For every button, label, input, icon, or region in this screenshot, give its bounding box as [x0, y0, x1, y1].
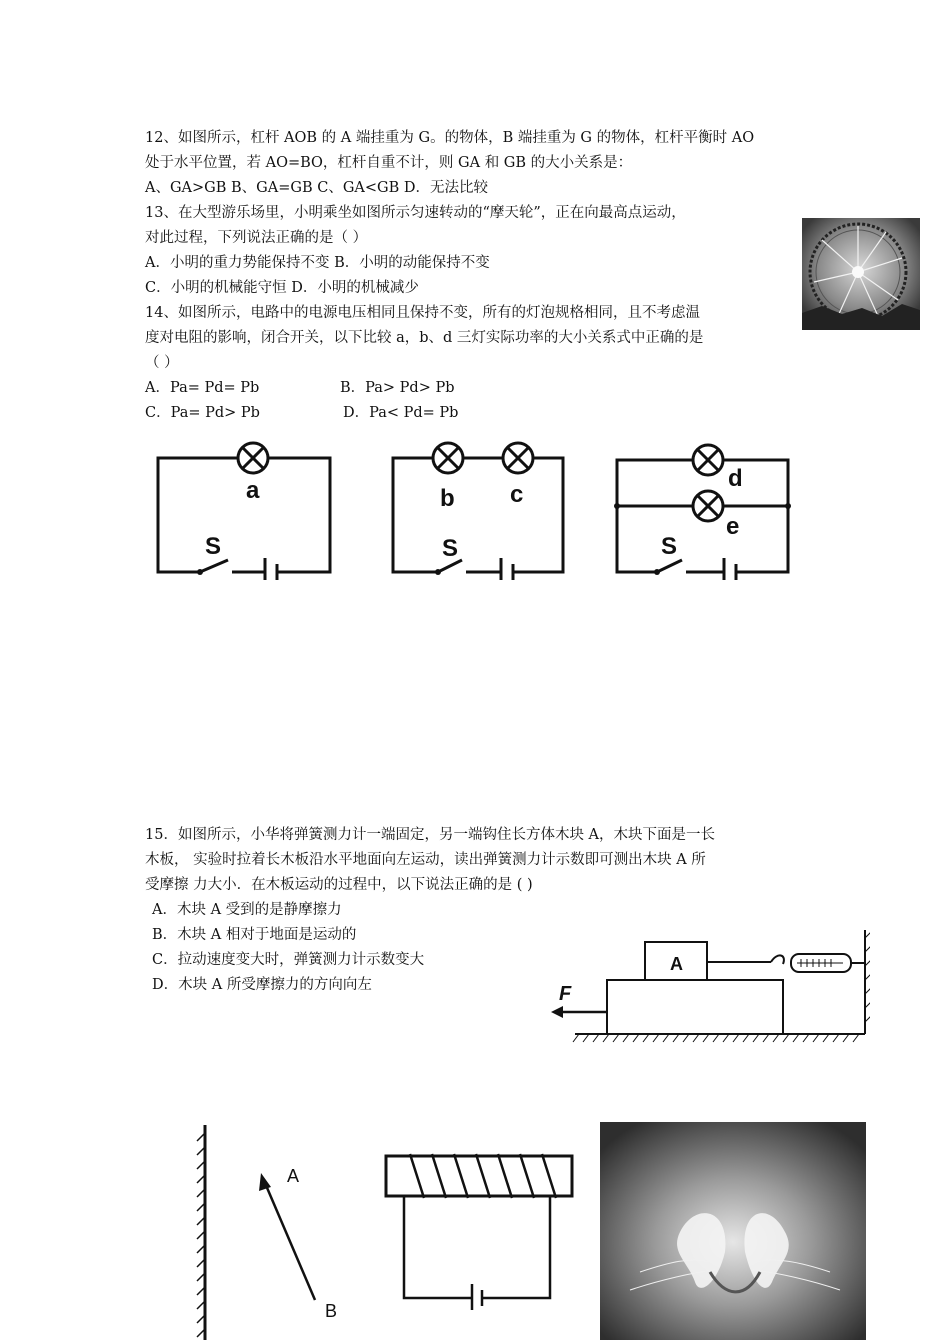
q13-options-ab: A．小明的重力势能保持不变 B．小明的动能保持不变	[145, 255, 490, 271]
q12-line-1: 12、如图所示，杠杆 AOB 的 A 端挂重为 G。的物体，B 端挂重为 G 的物体，杠杆平衡时 AO	[145, 130, 755, 146]
friction-experiment-figure	[545, 930, 870, 1050]
q12-options: A、GA>GB B、GA=GB C、GA<GB D．无法比较	[145, 180, 489, 196]
lamp-b-icon	[433, 443, 463, 473]
q15-line-1: 15．如图所示，小华将弹簧测力计一端固定，另一端钩住长方体木块 A，木块下面是一长	[145, 827, 716, 843]
q15-option-a: A．木块 A 受到的是静摩擦力	[152, 902, 342, 918]
force-arrow-icon	[551, 1006, 563, 1018]
q13-options-cd: C．小明的机械能守恒 D．小明的机械减少	[145, 280, 419, 296]
ray-arrow-icon	[259, 1173, 271, 1191]
label-a: a	[246, 477, 260, 504]
q14-option-a: A．Pa= Pd= Pb	[145, 380, 260, 396]
block-label: A	[670, 954, 683, 974]
label-c: c	[510, 481, 524, 508]
long-board	[607, 980, 783, 1034]
q13-line-1: 13、在大型游乐场里，小明乘坐如图所示匀速转动的“摩天轮”，正在向最高点运动，	[145, 205, 686, 221]
q14-option-d: D．Pa< Pd= Pb	[343, 405, 459, 421]
q12-line-2: 处于水平位置，若 AO=BO，杠杆自重不计，则 GA 和 GB 的大小关系是：	[145, 155, 633, 171]
q15-option-c: C．拉动速度变大时，弹簧测力计示数变大	[152, 952, 425, 968]
label-d: d	[728, 465, 743, 492]
lamp-c-icon	[503, 443, 533, 473]
switch-label-1: S	[205, 533, 222, 560]
point-a-label: A	[287, 1166, 300, 1186]
lamp-e-icon	[693, 491, 723, 521]
circuit-1	[158, 443, 330, 580]
hands-photo	[600, 1122, 866, 1340]
q14-option-b: B．Pa> Pd> Pb	[340, 380, 455, 396]
q15-line-2: 木板， 实验时拉着长木板沿水平地面向左运动，读出弹簧测力计示数即可测出木块 A 所	[145, 852, 706, 868]
switch-label-3: S	[661, 533, 678, 560]
q14-line-1: 14、如图所示，电路中的电源电压相同且保持不变，所有的灯泡规格相同，且不考虑温	[145, 305, 700, 321]
label-b: b	[440, 485, 455, 512]
circuit-2	[393, 443, 563, 580]
lamp-a-icon	[238, 443, 268, 473]
q15-option-b: B．木块 A 相对于地面是运动的	[152, 927, 357, 943]
point-b-label: B	[325, 1301, 338, 1321]
circuit-diagrams	[150, 430, 800, 580]
q14-line-2: 度对电阻的影响，闭合开关，以下比较 a，b、d 三灯实际功率的大小关系式中正确的是	[145, 330, 704, 346]
force-label: F	[559, 983, 572, 1005]
q14-line-3: （ ）	[145, 355, 179, 371]
ferris-wheel-photo	[802, 218, 920, 330]
switch-label-2: S	[442, 535, 459, 562]
q15-option-d: D．木块 A 所受摩擦力的方向向左	[152, 977, 372, 993]
label-e: e	[726, 513, 740, 540]
q13-line-2: 对此过程，下列说法正确的是（ ）	[145, 230, 368, 246]
circuit-3	[617, 445, 788, 580]
lamp-d-icon	[693, 445, 723, 475]
mirror-ray-figure	[175, 1125, 355, 1340]
solenoid-circuit-figure	[380, 1150, 580, 1310]
q14-option-c: C．Pa= Pd> Pb	[145, 405, 260, 421]
q15-line-3: 受摩擦 力大小．在木板运动的过程中，以下说法正确的是 ( )	[145, 877, 533, 893]
